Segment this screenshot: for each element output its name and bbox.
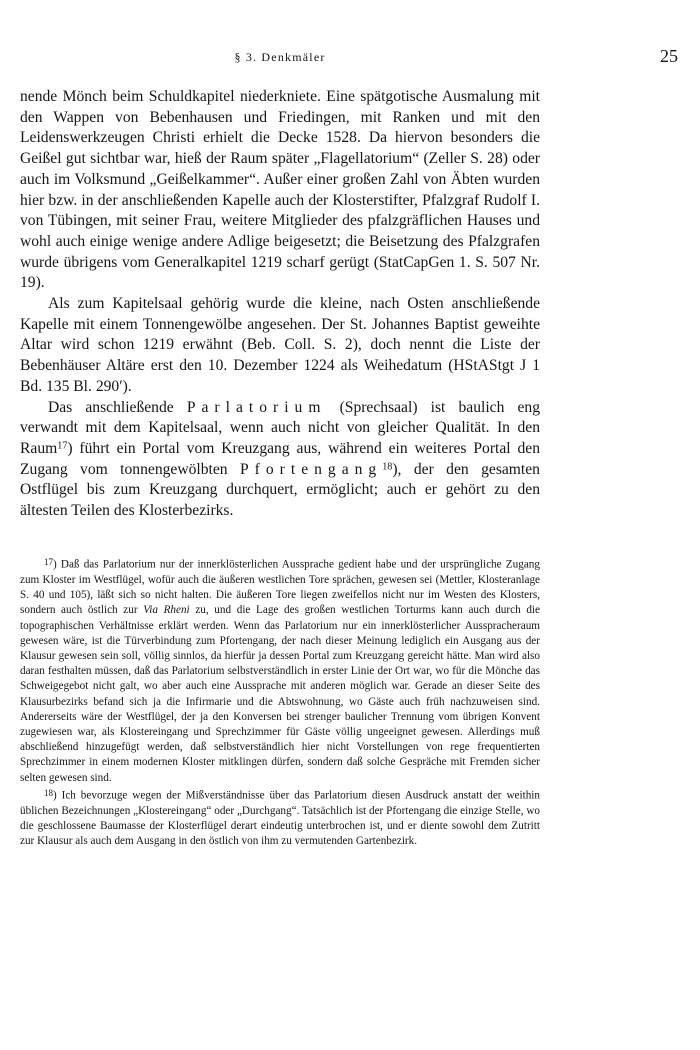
- footnote-ref-18[interactable]: 18: [382, 461, 393, 473]
- footnotes: [20, 555, 540, 849]
- main-text: [20, 87, 540, 522]
- footnote-18-text: ) Ich bevorzuge wegen der Mißverständnisse über das Parlatorium diesen Ausdruck anstatt der weithin üblichen Bezeichnungen „Klostereingang“ oder „Durchgang“. Tatsächlich ist der Pfortengang die einzige Stelle, wo die geschlossene Baumasse der Klosterflügel derart eindeutig unterbrochen ist, und er diente sowohl dem Zutritt zur Klausur als auch dem Ausgang in den östlich von ihm zu vermutenden Gartenbezirk.: [20, 789, 540, 848]
- paragraph-1: nende Mönch beim Schuldkapitel niederkniete. Eine spätgotische Ausmalung mit den Wappen von Bebenhausen und Friedingen, mit Ranken und mit den Leidenswerkzeugen Christi erhielt die Decke 1528. Da hiervon besonders die Geißel gut sichtbar war, hieß der Raum später „Flagellatorium“ (Zeller S. 28) oder auch im Volksmund „Geißelkammer“. Außer einer großen Zahl von Äbten wurden hier bzw. in der anschließenden Kapelle auch der Klosterstifter, Pfalzgraf Rudolf I. von Tübingen, mit seiner Frau, weitere Mitglieder des pfalzgräflichen Hauses und wohl auch einige wenige andere Adlige beigesetzt; die Beisetzung des Pfalzgrafen wurde übrigens vom Generalkapitel 1219 scharf gerügt (StatCapGen 1. S. 507 Nr. 19).: [20, 88, 540, 292]
- paragraph-3-part-f: ), der den gesamten Ostflügel bis zum Kreuzgang durchquert, ermöglicht; auch er gehört zu den ältesten Teilen des Klosterbezirks.: [20, 460, 540, 520]
- term-pfortengang: Pfortengang: [240, 460, 383, 478]
- footnote-18-mark: 18: [44, 787, 53, 798]
- paragraph-3: [20, 398, 540, 522]
- footnote-18: [20, 786, 540, 850]
- footnote-17-mark: 17: [44, 557, 53, 567]
- paragraph-3-part-d: ) führt ein Portal vom Kreuzgang aus, während ein weiteres Portal den Zugang vom tonnengewölbten: [20, 439, 540, 478]
- footnote-17-part-a: ) Daß das Parlatorium nur der innerklösterlichen Aussprache gedient habe und der ursprüngliche Zugang zum Kloster im Westflügel, wofür auch die äußeren westlichen Tore sprächen, gewesen sei (Mettler, Klosteranlage S. 40 und 105), läßt sich so nicht halten. Die äußeren Tore liegen zweifellos nicht nur im Westen des Klosters, sondern auch östlich zur: [20, 558, 540, 617]
- footnote-ref-17[interactable]: 17: [57, 440, 68, 452]
- paragraph-2: Als zum Kapitelsaal gehörig wurde die kleine, nach Osten anschließende Kapelle mit einem Tonnengewölbe angesehen. Der St. Johannes Baptist geweihte Altar wird schon 1219 erwähnt (Beb. Coll. S. 2), doch nennt die Liste der Bebenhäuser Altäre erst den 10. Dezember 1224 als Weihedatum (HStAStgt J 1 Bd. 135 Bl. 290′).: [20, 295, 540, 395]
- footnote-17-via-rheni: Via Rheni: [143, 604, 190, 617]
- paragraph-3-part-c: (Sprechsaal) ist baulich eng verwandt mit dem Kapitelsaal, wenn auch nicht von gleicher Qualität. In den Raum: [20, 398, 540, 457]
- page-header: [20, 46, 678, 72]
- term-parlatorium: Parlatorium: [186, 398, 327, 416]
- running-head: § 3. Denkmäler: [234, 50, 326, 64]
- footnote-17: [20, 555, 540, 786]
- page-number: 25: [660, 46, 678, 66]
- paragraph-3-part-a: Das anschließende: [48, 398, 174, 416]
- footnote-17-part-b: zu, und die Lage des großen westlichen Torturms kann auch durch die topographischen Verhältnisse erklärt werden. Wenn das Parlatorium nur ein innerklösterlicher Ausspracheraum gewesen wäre, ist die Türverbindung zum Pfortengang, der nach dieser Meinung lediglich ein Ausgang aus der Klausur gewesen sein soll, völlig sinnlos, da hierfür ja dessen Portal zum Kreuzgang gereicht hätte. Man wird also daran festhalten müssen, daß das Parlatorium selbstverständlich in erster Linie der Ort war, wo für die Mönche das Schweigegebot nicht galt, wo aber auch eine Aussprache mit anderen möglich war. Gerade an dieser Seite des Klausurbezirks befand sich ja die Infirmarie und die Abtswohnung, wo Gäste auch früh nachzuweisen sind. Andererseits wäre der Westflügel, der ja den Konversen bei strenger baulicher Trennung vom übrigen Konvent zugewiesen war, als Klostereingang und Sprechzimmer für Gäste völlig ungeeignet gewesen. Allerdings muß abschließend hinzugefügt werden, daß selbstverständlich hier nicht Vorstellungen von rege frequentierten Sprechzimmer in einem modernen Kloster mitklingen dürfen, sondern daß solche Gespräche mit Fremden sicher selten gewesen sind.: [20, 604, 540, 784]
